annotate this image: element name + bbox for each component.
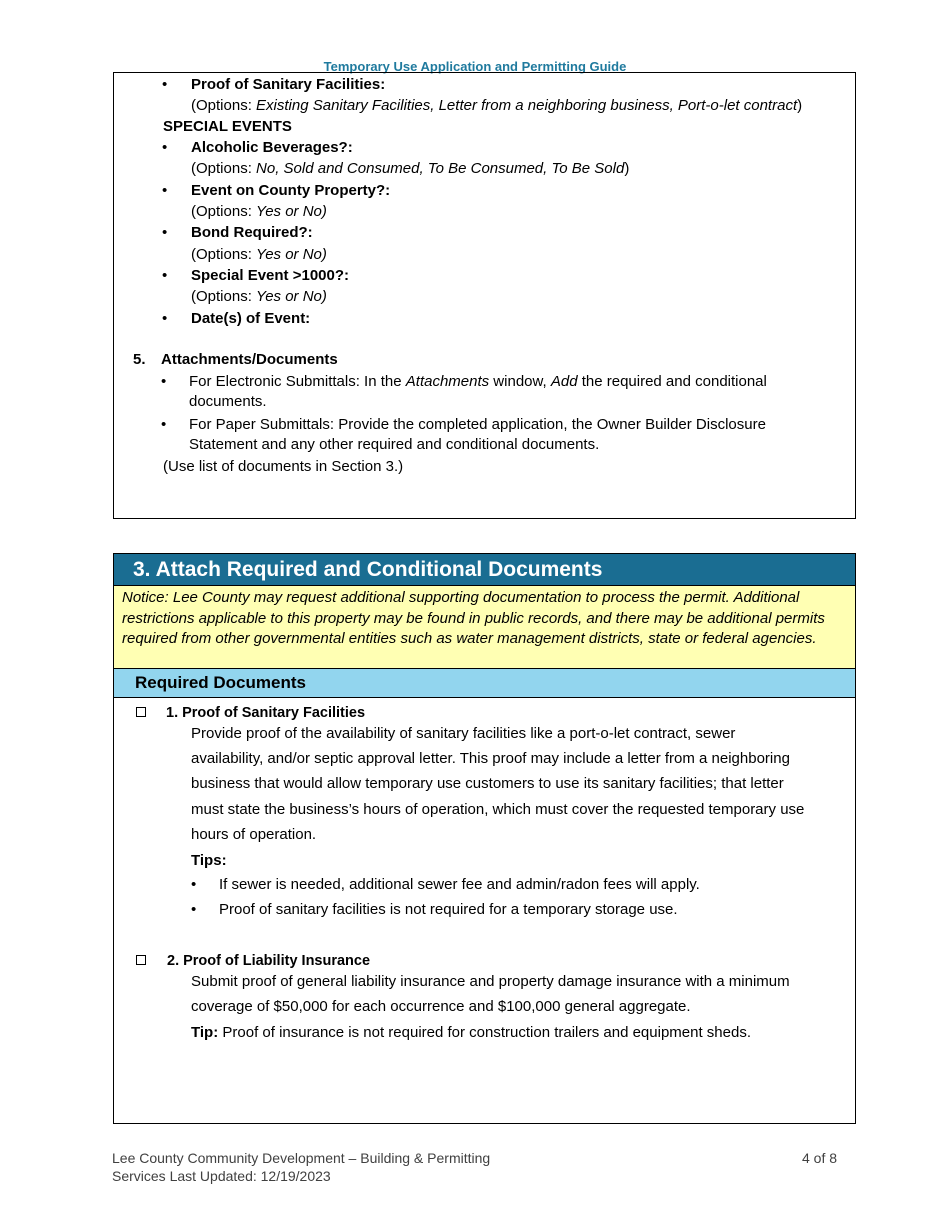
doc2-title: 2. Proof of Liability Insurance: [167, 953, 371, 969]
electronic-submittals-text: For Electronic Submittals: In the Attachments window, Add the required and conditional: [189, 373, 767, 390]
required-documents-heading: Required Documents: [114, 669, 855, 698]
application-fields-box: [113, 72, 856, 519]
bullet: •: [162, 310, 168, 327]
doc2-description: Submit proof of general liability insurance and property damage insurance with a minimum coverage of $50,000 for each occurrence and $100,000 general aggregate.: [191, 973, 790, 1016]
county-property-field-label: Event on County Property?:: [191, 182, 391, 199]
bullet: •: [191, 901, 197, 918]
page-header-title: Temporary Use Application and Permitting Guide: [323, 59, 627, 74]
special-event-field-label: Special Event >1000?:: [191, 267, 349, 284]
bullet: •: [162, 76, 168, 93]
doc1-tip-1: If sewer is needed, additional sewer fee and admin/radon fees will apply.: [219, 876, 700, 893]
doc1-tip-2: Proof of sanitary facilities is not required for a temporary storage use.: [219, 901, 678, 918]
special-events-heading: SPECIAL EVENTS: [163, 118, 292, 135]
footer-organization: Lee County Community Development – Building & Permitting Services Last Updated: 12/19/2023: [112, 1150, 491, 1184]
bullet: •: [162, 139, 168, 156]
page-number: 4 of 8: [802, 1150, 838, 1166]
doc1-description: Provide proof of the availability of sanitary facilities like a port-o-let contract, sewer availability, and/or septic approval letter. This proof may include a letter from a neighboring business that would allow temporary use customers to use its sanitary facilities; that letter must state the business’s hours of operation, which must cover the requested temporary use hours of operation.: [191, 725, 805, 843]
bullet: •: [161, 416, 167, 433]
bullet: •: [161, 373, 167, 390]
bond-field-label: Bond Required?:: [191, 224, 313, 241]
paper-submittals-text-cont: Statement and any other required and conditional documents.: [189, 436, 600, 453]
doc1-title: 1. Proof of Sanitary Facilities: [166, 705, 366, 721]
bullet: •: [162, 182, 168, 199]
paper-submittals-text: For Paper Submittals: Provide the completed application, the Owner Builder Disclosure: [189, 416, 766, 433]
electronic-submittals-text-cont: documents.: [189, 393, 267, 410]
doc2-checkbox[interactable]: [136, 955, 146, 965]
bond-options: (Options: Yes or No): [191, 246, 327, 263]
alcohol-field-label: Alcoholic Beverages?:: [191, 139, 353, 156]
doc2-tip: Tip: Proof of insurance is not required for construction trailers and equipment sheds.: [191, 1024, 752, 1041]
event-dates-field-label: Date(s) of Event:: [191, 310, 311, 327]
attachments-heading: Attachments/Documents: [161, 351, 338, 368]
sanitary-field-label: Proof of Sanitary Facilities:: [191, 76, 386, 93]
sanitary-options: (Options: Existing Sanitary Facilities, Letter from a neighboring business, Port-o-let contract): [191, 97, 803, 114]
county-property-options: (Options: Yes or No): [191, 203, 327, 220]
special-event-options: (Options: Yes or No): [191, 288, 327, 305]
doc1-checkbox[interactable]: [136, 707, 146, 717]
section-3-title: 3. Attach Required and Conditional Documents: [114, 554, 855, 585]
section-3-box: [113, 553, 856, 1124]
bullet: •: [191, 876, 197, 893]
bullet: •: [162, 224, 168, 241]
attachments-number: 5.: [133, 351, 146, 368]
doc1-tips-label: Tips:: [191, 852, 227, 869]
alcohol-options: (Options: No, Sold and Consumed, To Be Consumed, To Be Sold): [191, 160, 630, 177]
bullet: •: [162, 267, 168, 284]
use-list-note: (Use list of documents in Section 3.): [163, 458, 404, 475]
notice-banner: Notice: Lee County may request additional supporting documentation to process the permit. Additional restrictions applicable to this property may be found in public records, and there may be additional permits required from other governmental entities such as water management districts, state or federal agencies.: [114, 585, 855, 669]
